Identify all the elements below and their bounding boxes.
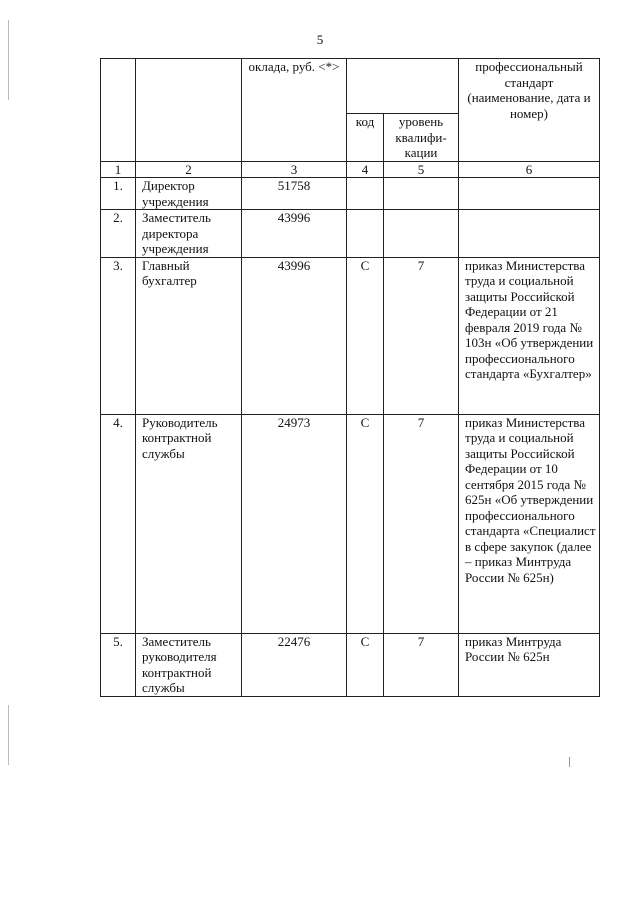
code-value: С: [347, 414, 384, 633]
table-row: [101, 414, 600, 633]
level-value: [384, 178, 459, 210]
header-prof-standard: профессиональный стандарт (наименование, дата и номер): [459, 59, 600, 162]
table-row: [101, 633, 600, 696]
column-number: 1: [101, 161, 136, 178]
code-value: С: [347, 257, 384, 414]
header-cell-blank-1: [101, 59, 136, 162]
row-number: 4.: [101, 414, 136, 633]
salary-value: 51758: [242, 178, 347, 210]
column-number-row: [101, 161, 600, 178]
standard-text: приказ Министерства труда и социальной защиты Российской Федерации от 21 февраля 2019 года № 103н «Об утверждении профессионального стандарта «Бухгалтер»: [459, 257, 600, 414]
page-number: 5: [316, 32, 324, 47]
header-cell-blank-45: [347, 59, 459, 114]
position-name: Заместитель директора учреждения: [136, 210, 242, 258]
standard-text: [459, 178, 600, 210]
level-value: 7: [384, 633, 459, 696]
column-number: 5: [384, 161, 459, 178]
salary-value: 24973: [242, 414, 347, 633]
code-value: [347, 178, 384, 210]
column-number: 3: [242, 161, 347, 178]
position-name: Главный бухгалтер: [136, 257, 242, 414]
code-value: [347, 210, 384, 258]
column-number: 6: [459, 161, 600, 178]
header-row-top: [101, 59, 600, 114]
header-cell-blank-2: [136, 59, 242, 162]
position-name: Руководитель контрактной службы: [136, 414, 242, 633]
row-number: 1.: [101, 178, 136, 210]
standard-text: приказ Министерства труда и социальной защиты Российской Федерации от 10 сентября 2015 года № 625н «Об утверждении профессионального стандарта «Специалист в сфере закупок (далее – приказ Минтруда России № 625н): [459, 414, 600, 633]
scan-artifact-bottom: [8, 705, 9, 765]
header-level: уровень квалифи-кации: [384, 114, 459, 162]
position-name: Заместитель руководителя контрактной службы: [136, 633, 242, 696]
row-number: 2.: [101, 210, 136, 258]
position-name: Директор учреждения: [136, 178, 242, 210]
salary-value: 43996: [242, 210, 347, 258]
column-number: 4: [347, 161, 384, 178]
level-value: [384, 210, 459, 258]
row-number: 3.: [101, 257, 136, 414]
salary-value: 22476: [242, 633, 347, 696]
standard-text: [459, 210, 600, 258]
salary-value: 43996: [242, 257, 347, 414]
table-row: [101, 210, 600, 258]
level-value: 7: [384, 257, 459, 414]
table-row: [101, 178, 600, 210]
staff-table: [100, 58, 600, 697]
standard-text: приказ Минтруда России № 625н: [459, 633, 600, 696]
table-row: [101, 257, 600, 414]
row-number: 5.: [101, 633, 136, 696]
column-number: 2: [136, 161, 242, 178]
level-value: 7: [384, 414, 459, 633]
code-value: С: [347, 633, 384, 696]
scan-artifact-right: [569, 757, 570, 767]
header-code: код: [347, 114, 384, 162]
header-salary: оклада, руб. <*>: [242, 59, 347, 162]
